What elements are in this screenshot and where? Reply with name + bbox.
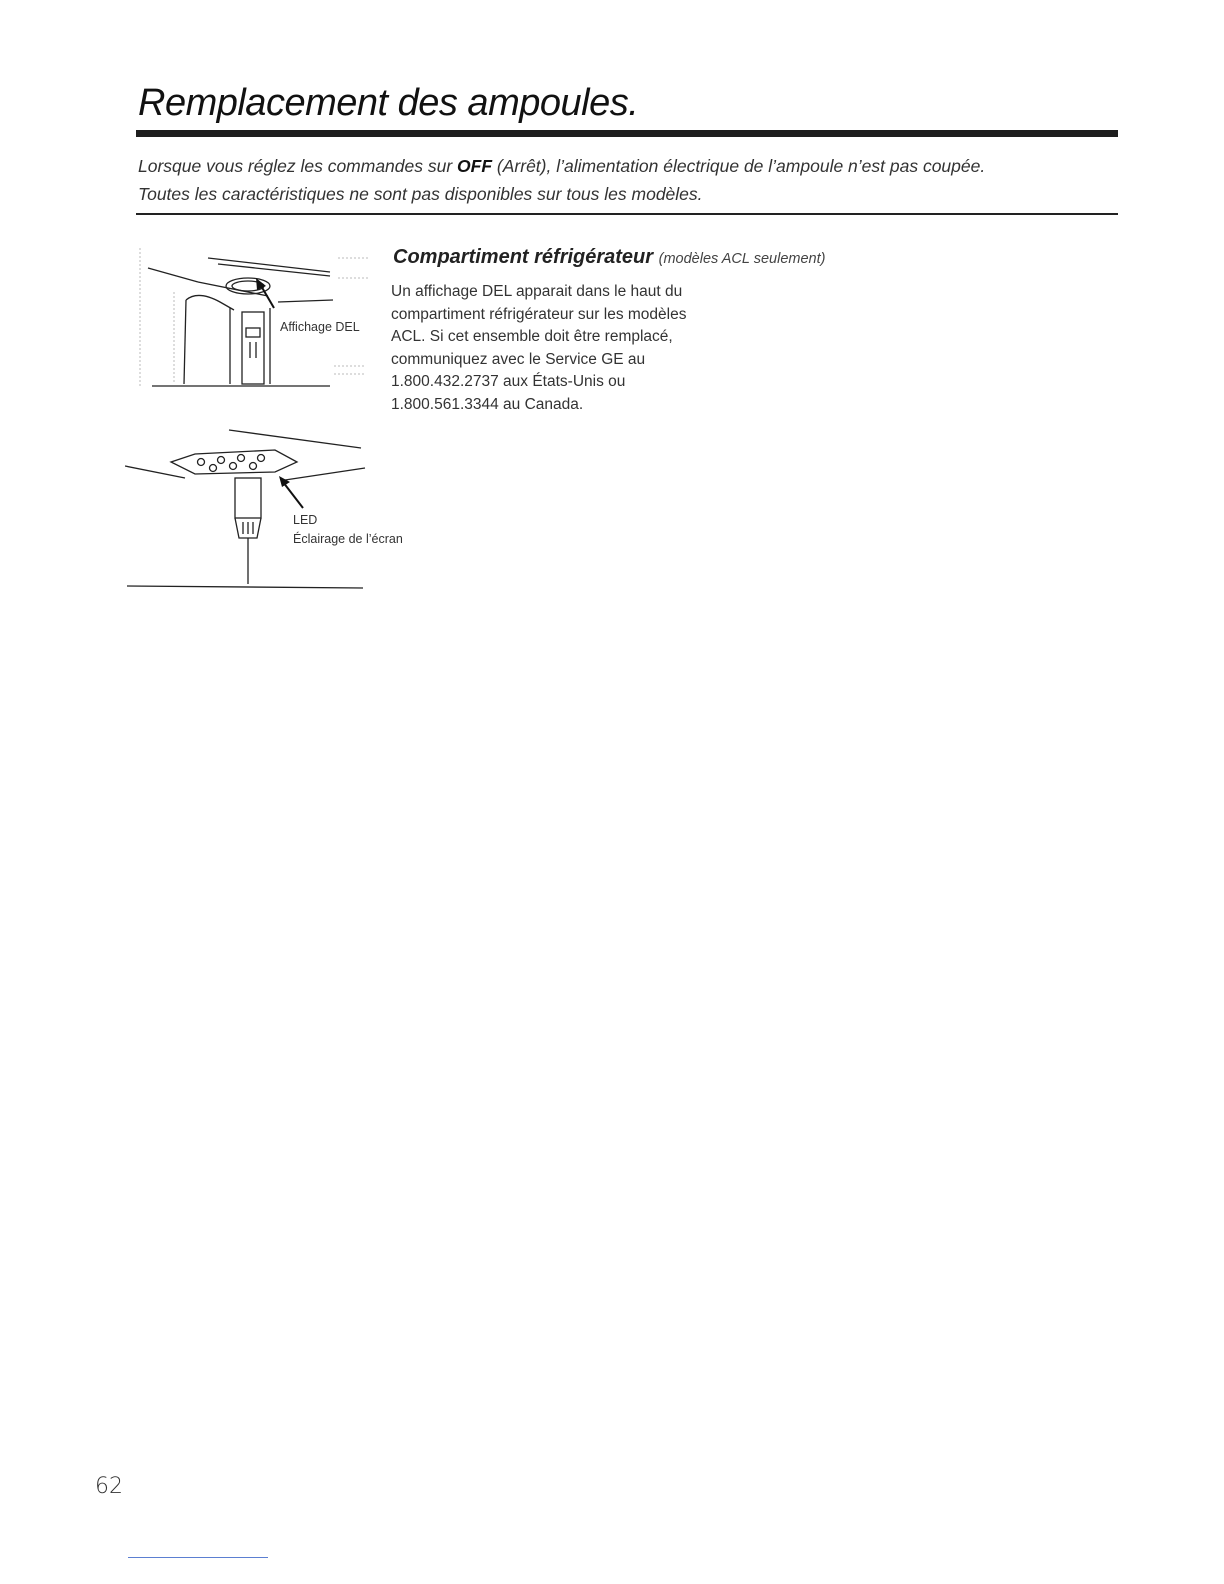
body-line: compartiment réfrigérateur sur les modèles	[391, 305, 687, 323]
intro-divider	[136, 213, 1118, 215]
led-display-illustration	[138, 238, 378, 398]
intro-line-2: Toutes les caractéristiques ne sont pas disponibles sur tous les modèles.	[138, 184, 703, 204]
page-number: 62	[95, 1474, 123, 1499]
intro-line-1-start: Lorsque vous réglez les commandes sur	[138, 156, 458, 176]
intro-note	[138, 152, 1118, 208]
screen-lighting-label: Éclairage de l’écran	[293, 532, 403, 546]
intro-line-1	[138, 152, 1118, 180]
led-screen-illustration	[125, 420, 415, 600]
section-title: Compartiment réfrigérateur	[393, 246, 654, 268]
led-label: LED	[293, 513, 318, 527]
title-divider	[136, 130, 1118, 137]
intro-line-1-end: (Arrêt), l’alimentation électrique de l’ampoule n’est pas coupée.	[492, 156, 986, 176]
body-line: 1.800.432.2737 aux États-Unis ou	[391, 373, 626, 390]
body-line: Un affichage DEL apparait dans le haut du	[391, 283, 683, 300]
body-line: communiquez avec le Service GE au	[391, 350, 646, 368]
footer-divider	[128, 1557, 268, 1558]
page-title: Remplacement des ampoules.	[138, 82, 639, 124]
section-body	[391, 281, 751, 416]
led-display-label: Affichage DEL	[280, 320, 360, 334]
body-line: 1.800.561.3344 au Canada.	[391, 395, 584, 413]
section-heading	[393, 246, 825, 269]
section-subtitle: (modèles ACL seulement)	[658, 251, 826, 267]
body-line: ACL. Si cet ensemble doit être remplacé,	[391, 328, 673, 345]
off-keyword: OFF	[457, 156, 493, 176]
